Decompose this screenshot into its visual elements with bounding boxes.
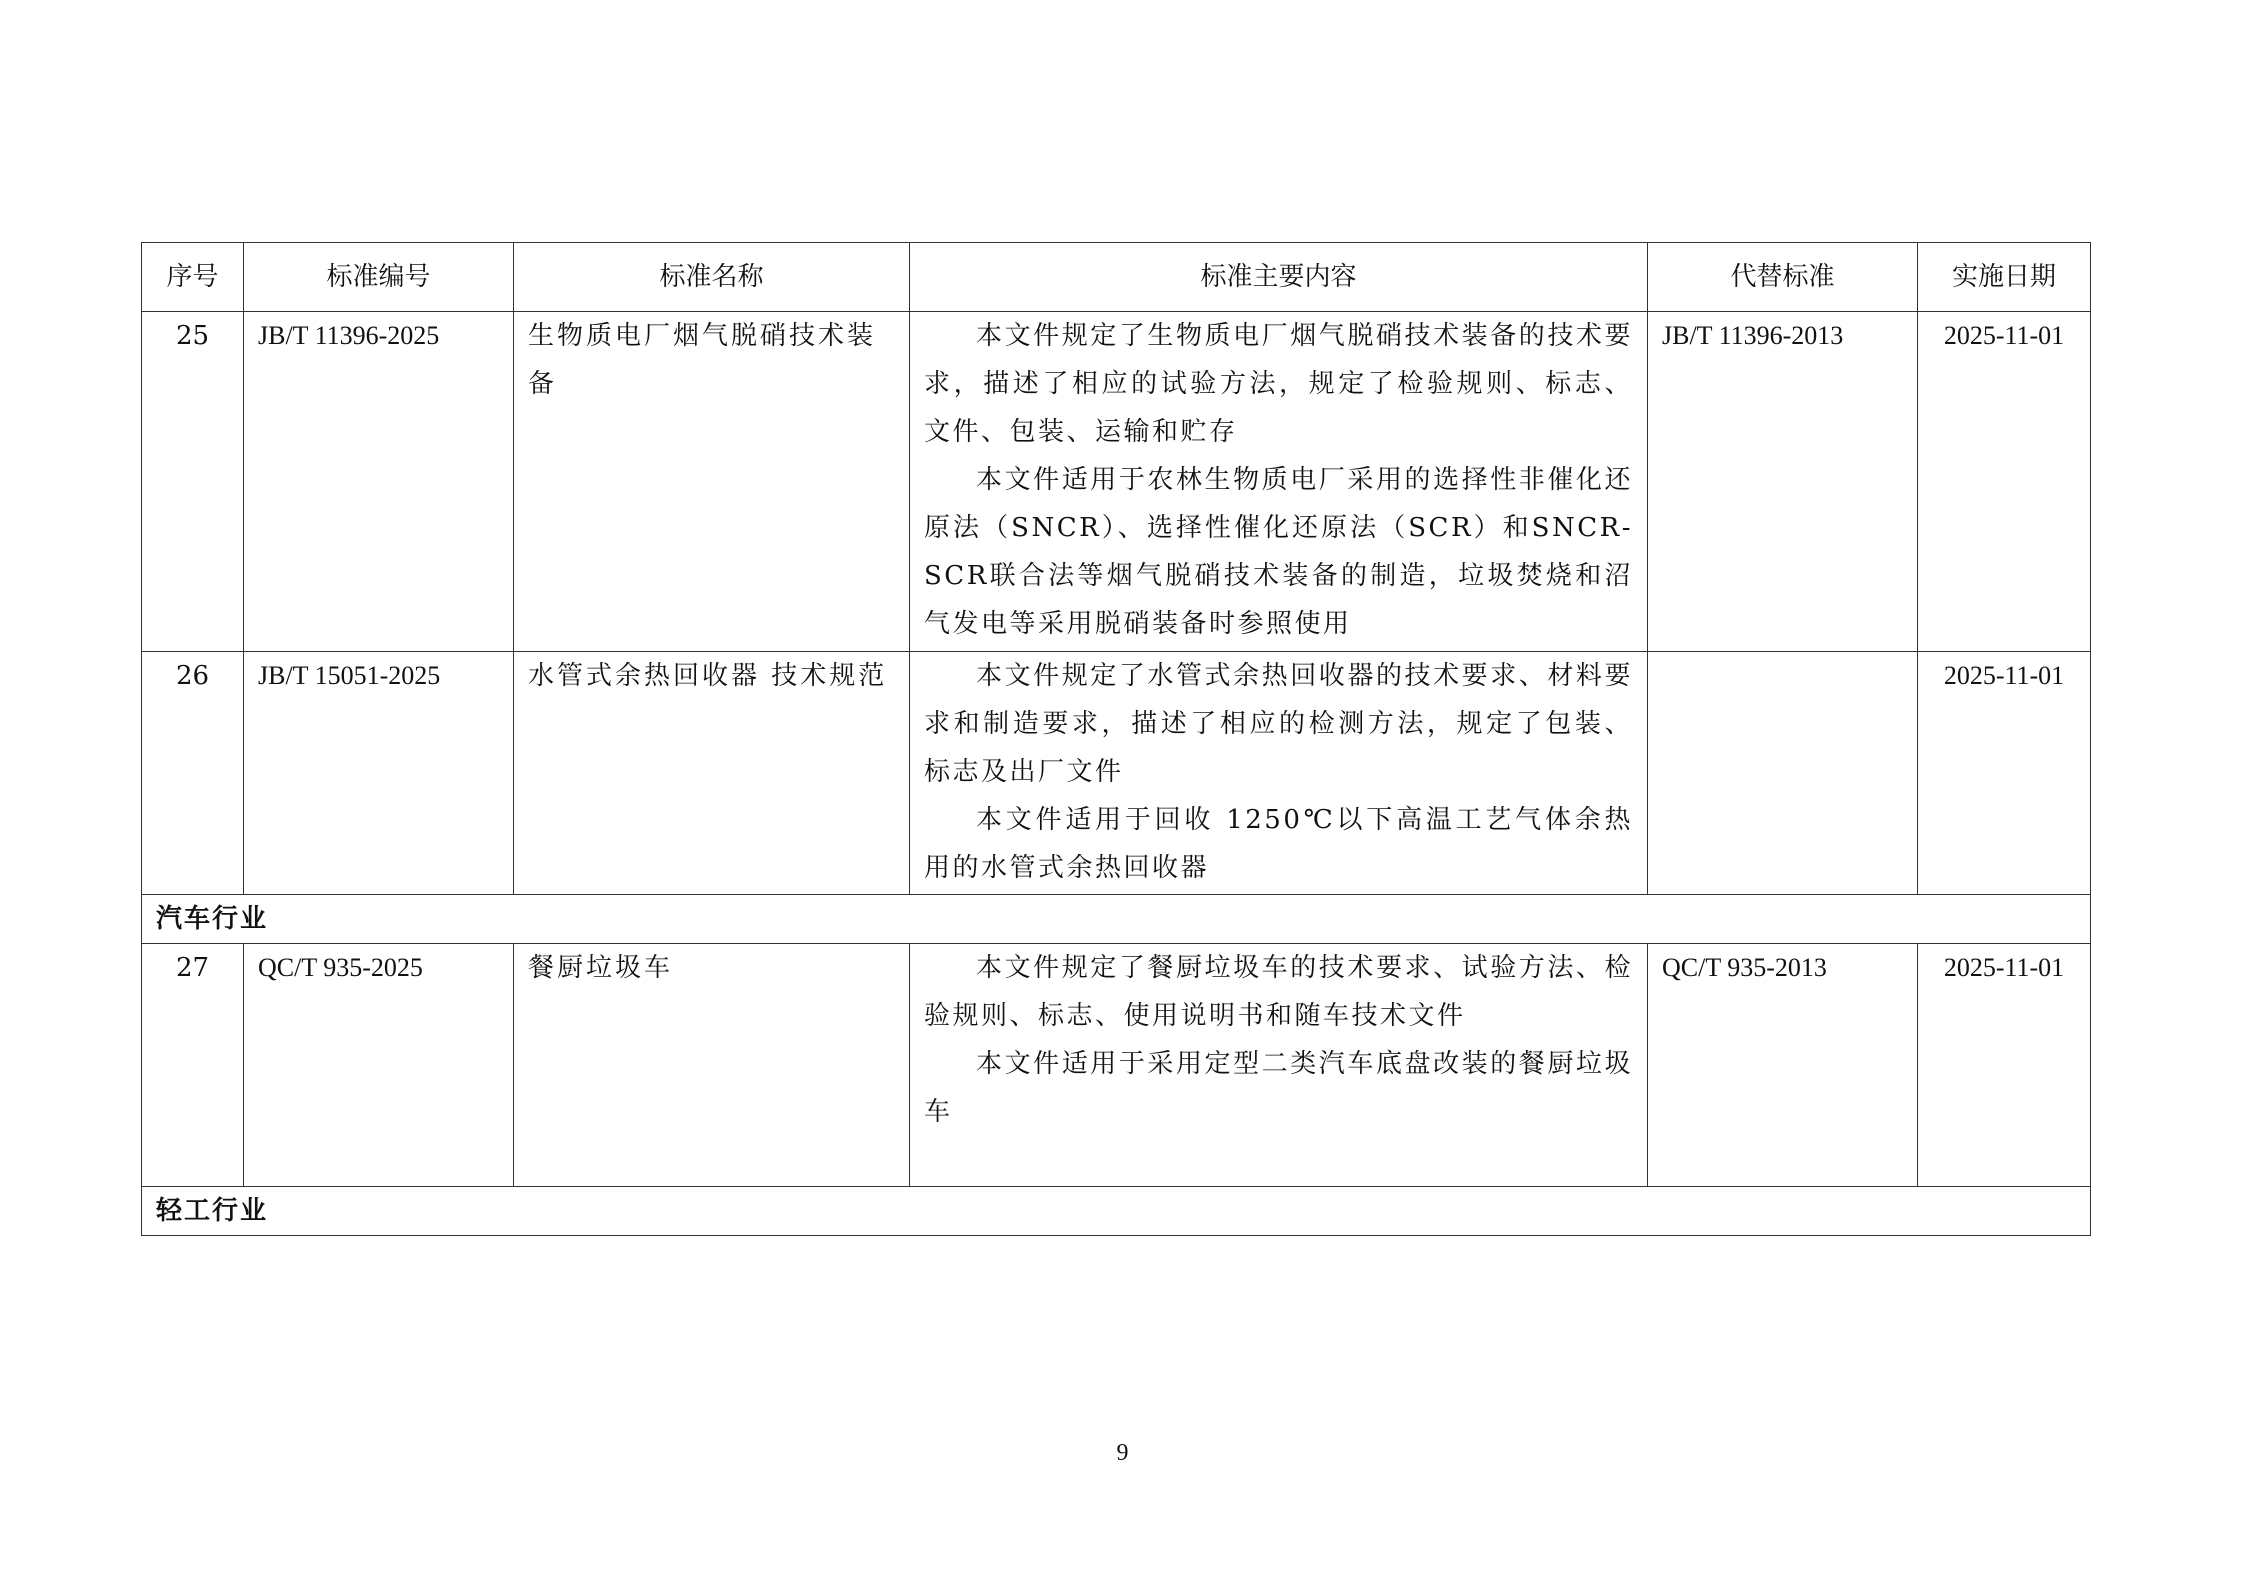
row-replaces: QC/T 935-2013 [1648,944,1918,1187]
content-paragraph: 本文件适用于农林生物质电厂采用的选择性非催化还原法（SNCR）、选择性催化还原法（SCR）和SNCR-SCR联合法等烟气脱硝技术装备的制造，垃圾焚烧和沼气发电等采用脱硝装备时参照使用 [924,465,1633,639]
row-date: 2025-11-01 [1918,312,2091,652]
content-paragraph: 本文件规定了生物质电厂烟气脱硝技术装备的技术要求，描述了相应的试验方法，规定了检验规则、标志、文件、包装、运输和贮存 [924,321,1633,447]
header-name: 标准名称 [514,243,910,312]
row-content [910,944,1648,1187]
category-label: 汽车行业 [142,895,2091,944]
category-row-auto [142,895,2091,944]
header-date: 实施日期 [1918,243,2091,312]
category-row-light [142,1187,2091,1236]
header-content: 标准主要内容 [910,243,1648,312]
content-paragraph: 本文件适用于回收 1250℃以下高温工艺气体余热用的水管式余热回收器 [924,805,1633,883]
row-replaces: JB/T 11396-2013 [1648,312,1918,652]
table-row [142,312,2091,652]
row-date: 2025-11-01 [1918,944,2091,1187]
row-name: 水管式余热回收器 技术规范 [514,652,910,895]
header-code: 标准编号 [244,243,514,312]
row-seq: 27 [142,944,244,1187]
row-code: JB/T 15051-2025 [244,652,514,895]
row-seq: 26 [142,652,244,895]
standards-table [141,242,2091,1236]
row-seq: 25 [142,312,244,652]
table-row [142,652,2091,895]
row-content [910,312,1648,652]
row-name: 生物质电厂烟气脱硝技术装备 [514,312,910,652]
row-date: 2025-11-01 [1918,652,2091,895]
category-label: 轻工行业 [142,1187,2091,1236]
row-name: 餐厨垃圾车 [514,944,910,1187]
row-code: JB/T 11396-2025 [244,312,514,652]
header-row [142,243,2091,312]
content-paragraph: 本文件规定了水管式余热回收器的技术要求、材料要求和制造要求，描述了相应的检测方法，规定了包装、标志及出厂文件 [924,661,1633,787]
page-number: 9 [1116,1440,1129,1466]
table-row [142,944,2091,1187]
row-content [910,652,1648,895]
row-code: QC/T 935-2025 [244,944,514,1187]
content-paragraph: 本文件适用于采用定型二类汽车底盘改装的餐厨垃圾车 [924,1049,1633,1127]
header-seq: 序号 [142,243,244,312]
row-replaces [1648,652,1918,895]
header-replaces: 代替标准 [1648,243,1918,312]
content-paragraph: 本文件规定了餐厨垃圾车的技术要求、试验方法、检验规则、标志、使用说明书和随车技术文件 [924,953,1633,1031]
